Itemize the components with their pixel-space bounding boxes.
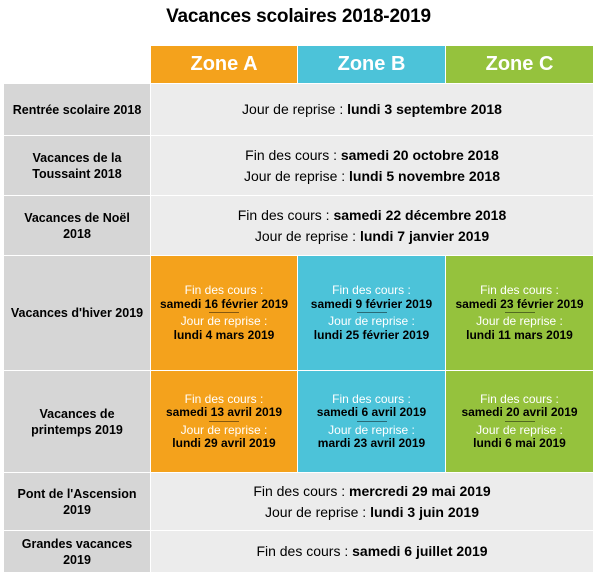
row-label-noel: Vacances de Noël 2018 bbox=[4, 196, 151, 256]
fin-label: Fin des cours : bbox=[480, 391, 559, 406]
fin-date: samedi 22 décembre 2018 bbox=[333, 206, 507, 223]
hiver-zone-b bbox=[298, 256, 446, 371]
table-row bbox=[4, 531, 594, 573]
noel-dates bbox=[151, 196, 594, 256]
fin-date: samedi 23 février 2019 bbox=[455, 296, 584, 311]
fin-date: samedi 20 octobre 2018 bbox=[340, 146, 499, 163]
row-label-grandes: Grandes vacances 2019 bbox=[4, 531, 151, 573]
school-holidays-table bbox=[3, 45, 594, 573]
zone-a-header: Zone A bbox=[151, 46, 298, 84]
reprise-date: lundi 5 novembre 2018 bbox=[349, 167, 500, 184]
toussaint-dates bbox=[151, 136, 594, 196]
fin-label: Fin des cours : bbox=[253, 482, 350, 499]
fin-label: Fin des cours : bbox=[184, 283, 264, 297]
separator bbox=[505, 312, 535, 313]
table-row bbox=[4, 196, 594, 256]
reprise-date: lundi 4 mars 2019 bbox=[173, 327, 275, 342]
reprise-label: Jour de reprise : bbox=[265, 503, 371, 520]
row-label-hiver: Vacances d'hiver 2019 bbox=[4, 256, 151, 371]
reprise-label: Jour de reprise : bbox=[476, 422, 563, 437]
reprise-label: Jour de reprise : bbox=[328, 314, 415, 328]
reprise-date: lundi 11 mars 2019 bbox=[466, 327, 573, 342]
fin-label: Fin des cours : bbox=[332, 391, 411, 406]
reprise-date: lundi 7 janvier 2019 bbox=[359, 227, 490, 244]
reprise-label: Jour de reprise : bbox=[180, 422, 268, 437]
row-label-ascension: Pont de l'Ascension 2019 bbox=[4, 473, 151, 531]
separator bbox=[209, 312, 239, 313]
zone-header-row bbox=[4, 46, 594, 84]
reprise-date: lundi 3 juin 2019 bbox=[370, 503, 479, 520]
reprise-date: lundi 6 mai 2019 bbox=[473, 436, 566, 450]
table-row bbox=[4, 371, 594, 473]
row-label-toussaint: Vacances de la Toussaint 2018 bbox=[4, 136, 151, 196]
zone-c-header: Zone C bbox=[446, 46, 594, 84]
reprise-date: lundi 3 septembre 2018 bbox=[347, 101, 502, 117]
fin-label: Fin des cours : bbox=[332, 283, 411, 297]
reprise-label: Jour de reprise : bbox=[476, 314, 563, 328]
reprise-date: mardi 23 avril 2019 bbox=[317, 436, 426, 450]
printemps-zone-c bbox=[446, 371, 594, 473]
table-row bbox=[4, 473, 594, 531]
separator bbox=[357, 421, 387, 422]
separator bbox=[357, 312, 387, 313]
table-row bbox=[4, 136, 594, 196]
fin-label: Fin des cours : bbox=[237, 206, 334, 223]
row-label-printemps: Vacances de printemps 2019 bbox=[4, 371, 151, 473]
page-title: Vacances scolaires 2018-2019 bbox=[166, 6, 431, 27]
header-corner bbox=[4, 46, 151, 84]
fin-date: samedi 6 avril 2019 bbox=[316, 405, 427, 419]
ascension-dates bbox=[151, 473, 594, 531]
fin-date: samedi 9 février 2019 bbox=[310, 296, 433, 311]
fin-label: Fin des cours : bbox=[184, 391, 264, 406]
fin-label: Fin des cours : bbox=[480, 283, 559, 297]
hiver-zone-a bbox=[151, 256, 298, 371]
fin-date: mercredi 29 mai 2019 bbox=[349, 482, 491, 499]
hiver-zone-c bbox=[446, 256, 594, 371]
fin-date: samedi 13 avril 2019 bbox=[165, 405, 283, 419]
fin-label: Fin des cours : bbox=[256, 543, 353, 559]
grandes-dates bbox=[151, 531, 594, 573]
table-row bbox=[4, 256, 594, 371]
zone-b-header: Zone B bbox=[298, 46, 446, 84]
table-row bbox=[4, 84, 594, 136]
row-label-rentree: Rentrée scolaire 2018 bbox=[4, 84, 151, 136]
reprise-label: Jour de reprise : bbox=[328, 422, 415, 437]
fin-label: Fin des cours : bbox=[245, 146, 341, 163]
fin-date: samedi 6 juillet 2019 bbox=[352, 543, 488, 559]
printemps-zone-b bbox=[298, 371, 446, 473]
reprise-label: Jour de reprise : bbox=[180, 314, 268, 328]
reprise-label: Jour de reprise : bbox=[242, 101, 348, 117]
fin-date: samedi 20 avril 2019 bbox=[461, 405, 578, 419]
reprise-date: lundi 29 avril 2019 bbox=[172, 436, 276, 450]
reprise-label: Jour de reprise : bbox=[254, 227, 360, 244]
reprise-label: Jour de reprise : bbox=[243, 167, 350, 184]
separator bbox=[505, 421, 535, 422]
rentree-dates bbox=[151, 84, 594, 136]
fin-date: samedi 16 février 2019 bbox=[159, 296, 289, 311]
separator bbox=[209, 421, 239, 422]
reprise-date: lundi 25 février 2019 bbox=[313, 327, 430, 342]
printemps-zone-a bbox=[151, 371, 298, 473]
